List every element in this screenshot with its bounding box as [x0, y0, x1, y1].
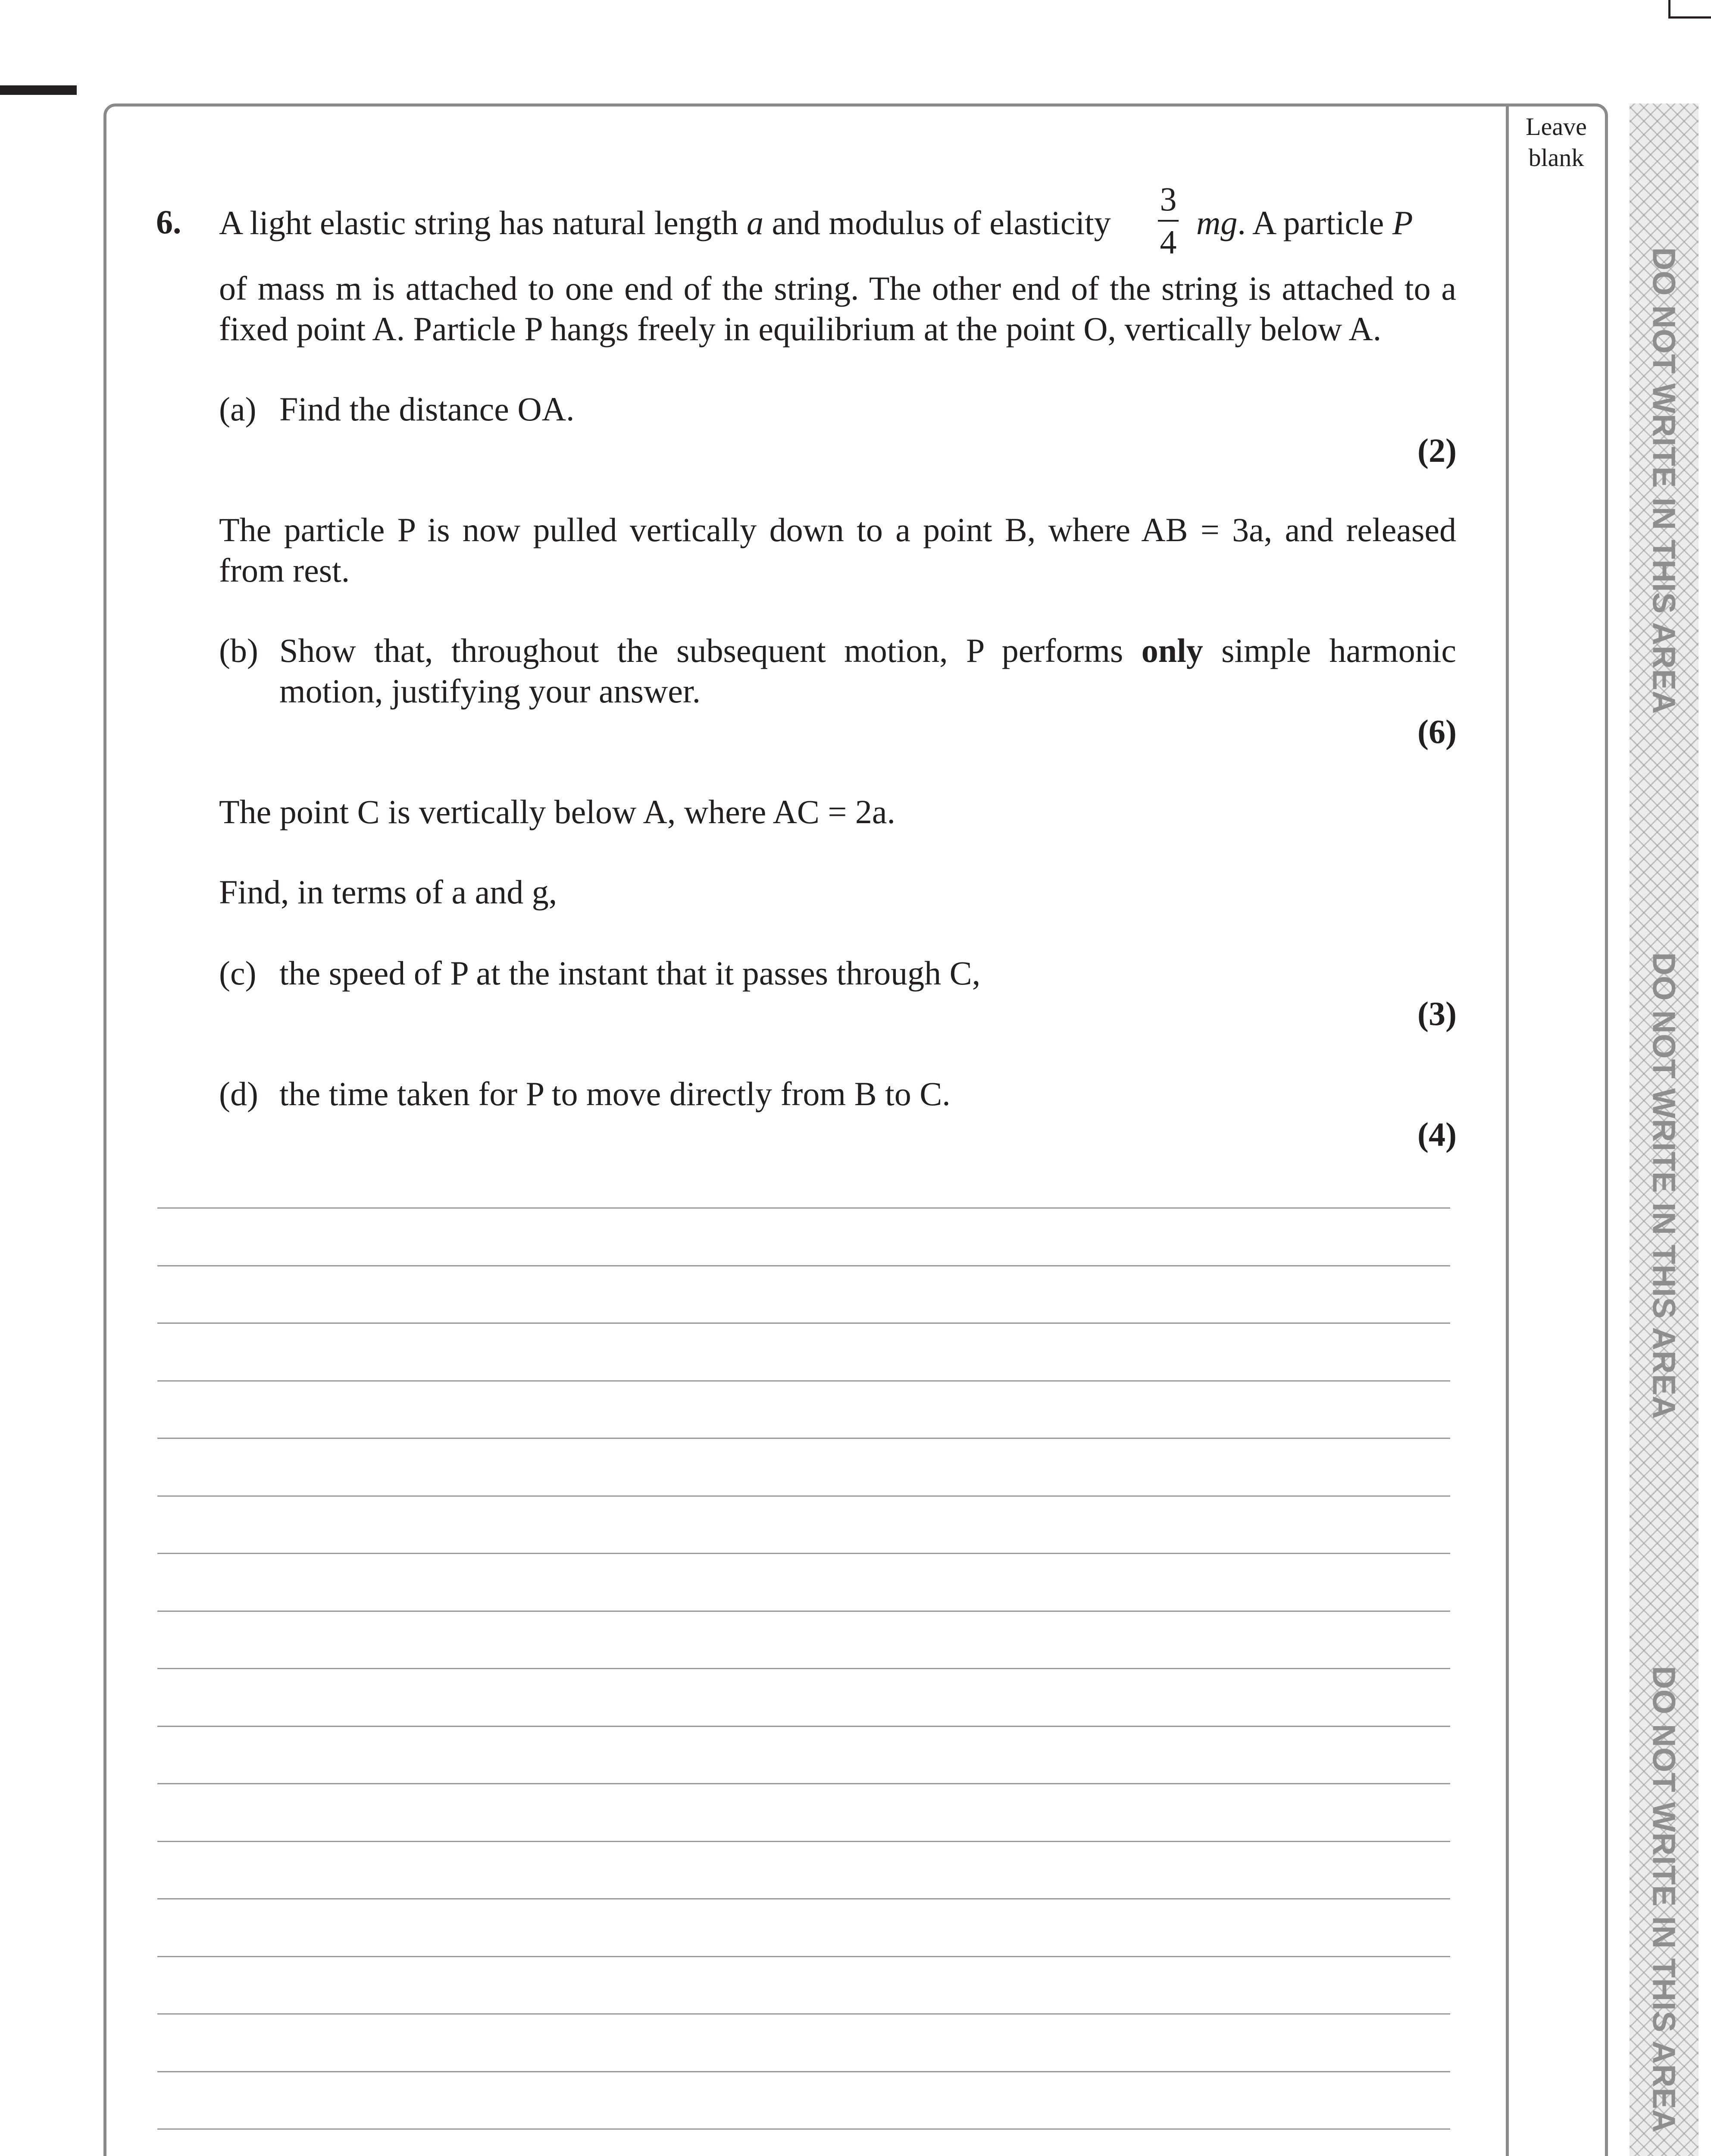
part-a-label: (a) — [219, 390, 256, 428]
fraction-numerator: 3 — [1160, 180, 1177, 218]
answer-line[interactable] — [157, 1265, 1450, 1266]
answer-line[interactable] — [157, 2128, 1450, 2130]
part-d-label: (d) — [219, 1075, 258, 1112]
answer-line[interactable] — [157, 1898, 1450, 1899]
part-b-marks: (6) — [1417, 713, 1457, 750]
answer-line[interactable] — [157, 1495, 1450, 1497]
fraction-bar — [1158, 220, 1179, 222]
point-c-text: The point C is vertically below A, where AC = 2a. — [219, 793, 896, 830]
answer-line[interactable] — [157, 1553, 1450, 1554]
part-c-text: the speed of P at the instant that it passes through C, — [279, 954, 981, 992]
part-d-marks: (4) — [1417, 1116, 1457, 1153]
answer-line[interactable] — [157, 1668, 1450, 1669]
question-intro-line-1-end: mg. A particle P — [1196, 204, 1413, 241]
answer-line[interactable] — [157, 1207, 1450, 1209]
answer-line[interactable] — [157, 1611, 1450, 1612]
registration-mark-top-right-h — [1668, 16, 1711, 19]
answer-line[interactable] — [157, 2071, 1450, 2072]
fraction-denominator: 4 — [1160, 223, 1177, 261]
part-a-text: Find the distance OA. — [279, 390, 575, 428]
find-in-terms-text: Find, in terms of a and g, — [219, 873, 557, 911]
question-intro-line-2: of mass m is attached to one end of the string. The other end of the string is attached to a — [219, 270, 1456, 307]
part-b-text-line-2: motion, justifying your answer. — [279, 672, 701, 710]
part-c-label: (c) — [219, 954, 256, 992]
question-intro-line-3: fixed point A. Particle P hangs freely in equilibrium at the point O, vertically below A. — [219, 310, 1382, 348]
answer-line[interactable] — [157, 1380, 1450, 1382]
answer-line[interactable] — [157, 1956, 1450, 1957]
answer-line[interactable] — [157, 1322, 1450, 1324]
leave-blank-divider — [1506, 103, 1509, 2156]
question-intro-line-1: A light elastic string has natural length a and modulus of elasticity — [219, 204, 1111, 241]
part-b-label: (b) — [219, 632, 258, 669]
part-d-text: the time taken for P to move directly from B to C. — [279, 1075, 951, 1112]
leave-blank-label: Leave blank — [1526, 113, 1587, 172]
modulus-fraction — [1155, 181, 1181, 260]
part-a-marks: (2) — [1417, 432, 1457, 469]
question-number: 6. — [156, 203, 181, 241]
registration-mark-top-right-v — [1668, 0, 1670, 17]
pull-down-text-line-2: from rest. — [219, 552, 350, 589]
part-c-marks: (3) — [1417, 995, 1457, 1032]
answer-line[interactable] — [157, 1841, 1450, 1842]
pull-down-text-line-1: The particle P is now pulled vertically down to a point B, where AB = 3a, and released — [219, 511, 1456, 548]
answer-line[interactable] — [157, 1783, 1450, 1784]
registration-mark-top-left — [0, 85, 77, 95]
answer-line[interactable] — [157, 2013, 1450, 2015]
answer-line[interactable] — [157, 1438, 1450, 1439]
answer-line[interactable] — [157, 1726, 1450, 1727]
part-b-text-line-1: Show that, throughout the subsequent motion, P performs only simple harmonic — [279, 632, 1457, 669]
